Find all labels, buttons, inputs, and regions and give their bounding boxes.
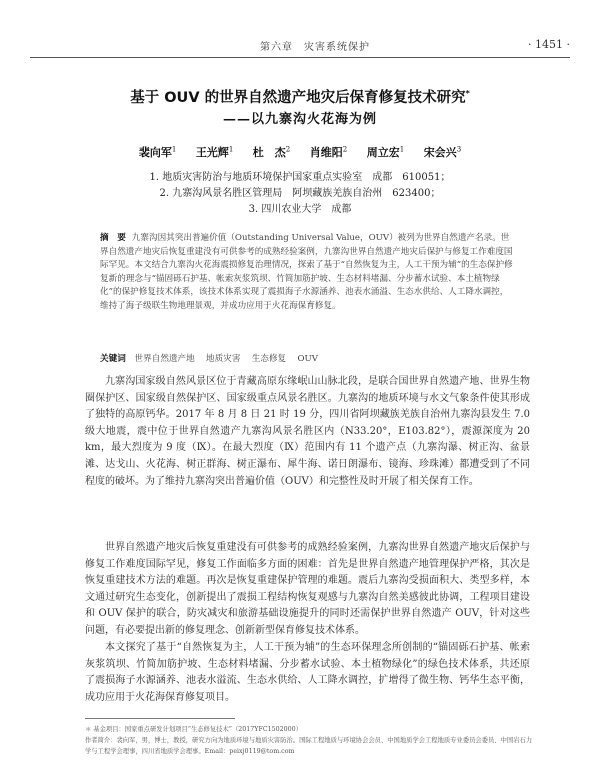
keywords — [100, 352, 515, 364]
paper-subtitle: ——以九寨沟火花海为例 — [222, 112, 377, 127]
body-paragraph-3: 本文探究了基于“自然恢复为主，人工干预为辅”的生态环保理念所创制的“锚固砾石护基、帐索灰浆筑坝、竹简加筋护坡、生态材料堵漏、分步蓄水试验、本土植物绿化”的绿色技术体系，共还原了震损海子水源涵养、池表水溢流、生态水供给、人工降水调控，扩增得了微生物、钙华生态平衡，成功应用于火花海保育修复项目。 — [85, 642, 530, 703]
body-paragraph-1: 九寨沟国家级自然风景区位于青藏高原东缘岷山山脉北段，是联合国世界自然遗产地、世界生物圈保护区、国家级自然保护区、国家级重点风景名胜区。九寨沟的地质环境与水文气象条件使其形成了独特的高原钙华。2017 年 8 月 8 日 21 时 19 分，四川省阿坝藏族羌族自治州九寨沟县发生 7.0 级大地震，震中位于世界自然遗产九寨沟风景名胜区内（N33.20°，E103.82°），震源深度为 20 km，最大烈度为 9 度（Ⅸ）。在最大烈度（Ⅸ）范围内有 11 个遗产点（九寨沟瀑、树正沟、盆景滩、达戈山、火花海、树正群海、树正瀑布、犀牛海、诺日朗瀑布、镜海、珍珠滩）都遭受到了不同程度的破坏。为了维持九寨沟突出普遍价值（OUV）和完整性及时开展了相关保育工作。 — [85, 376, 530, 487]
paper-title — [0, 86, 600, 107]
author: 杜 杰$^2$ — [252, 145, 291, 159]
abstract-label: 摘 要 — [100, 233, 126, 243]
running-title: 第六章 灾害系统保护 — [260, 42, 370, 53]
abstract — [100, 232, 515, 314]
keyword: OUV — [297, 354, 318, 364]
abstract-text: 九寨沟因其突出普遍价值（Outstanding Universal Value，OUV）被列为世界自然遗产名录。世界自然遗产地灾后恢复重建没有可供参考的成熟经验案例，九寨沟世界自然遗产地灾后保护与修复工作难度国际罕见。本文结合九寨沟火花海震损修复治理情况，探索了基于“自然恢复为主，人工干预为辅”的生态保护修复新的理念与“锚固砾石护基、帐索灰浆筑坝、竹简加筋护坡、生态材料堵漏、分步蓄水试验、本土植物绿化”的保护修复技术体系，该技术体系实现了震损海子水源涵养、池表水涌溢、生态水供给、人工降水调控，维持了海子级联生物地理景观，并成功应用于火花海保育修复。 — [100, 233, 513, 311]
paper-title-text: 基于 OUV 的世界自然遗产地灾后保育修复技术研究 — [130, 90, 466, 106]
title-footnote-marker: * — [465, 89, 470, 99]
affiliation-1: 1. 地质灾害防治与地质环境保护国家重点实验室 成都 610051； — [149, 172, 451, 183]
footnote-rule — [85, 718, 235, 719]
footnote-author-bio: 作者简介：裴向军，男，博士，教授，研究方向为地质环境与地质灾害防治。国际工程地质与环境协会会员、中国地质学会工程地质专业委员会委员、中国岩石力学与工程学会理事，四川省地质学会理事。Email：peixj0119@tom.com — [85, 737, 533, 755]
footnote — [85, 724, 535, 757]
keyword: 地质灾害 — [206, 354, 241, 364]
running-header — [30, 38, 570, 54]
author: 裴向军$^1$ — [138, 145, 177, 159]
page-number: · 1451 · — [528, 38, 570, 51]
affiliation-3: 3. 四川农业大学 成都 — [248, 204, 352, 215]
keywords-label: 关键词 — [100, 354, 126, 364]
keyword: 世界自然遗产地 — [134, 354, 195, 364]
header-rule — [30, 57, 570, 58]
author: 宋会兴$^3$ — [423, 145, 462, 159]
author-list — [0, 144, 600, 160]
body-paragraph-2: 世界自然遗产地灾后恢复重建没有可供参考的成熟经验案例，九寨沟世界自然遗产地灾后保护与修复工作难度国际罕见，修复工作面临多方面的困难：首先是世界自然遗产地管理保护严格，其次是恢复重建技术方法的难题。再次是恢复重建保护管理的难题。震后九寨沟受损面积大、类型多样，本文通过研究生态变化，创新提出了震损工程结构恢复观感与九寨沟自然美感彼此协调，工程项目建设和 OUV 保护的联合，防灾减灾和旅游基础设施提升的同时还需保护世界自然遗产 OUV，针对这些问题，有必要提出新的修复理念、创新新型保育修复技术体系。 — [85, 542, 530, 636]
author: 王光辉$^1$ — [195, 145, 234, 159]
footnote-funding: ＊ 基金项目：国家重点研发计划项目“生态修复技术”（2017YFC1502000） — [85, 726, 302, 733]
author: 周立宏$^1$ — [366, 145, 405, 159]
affiliation-2: 2. 九寨沟风景名胜区管理局 阿坝藏族羌族自治州 623400； — [159, 188, 441, 199]
author: 肖维阳$^2$ — [309, 145, 348, 159]
keyword: 生态修复 — [251, 354, 287, 364]
